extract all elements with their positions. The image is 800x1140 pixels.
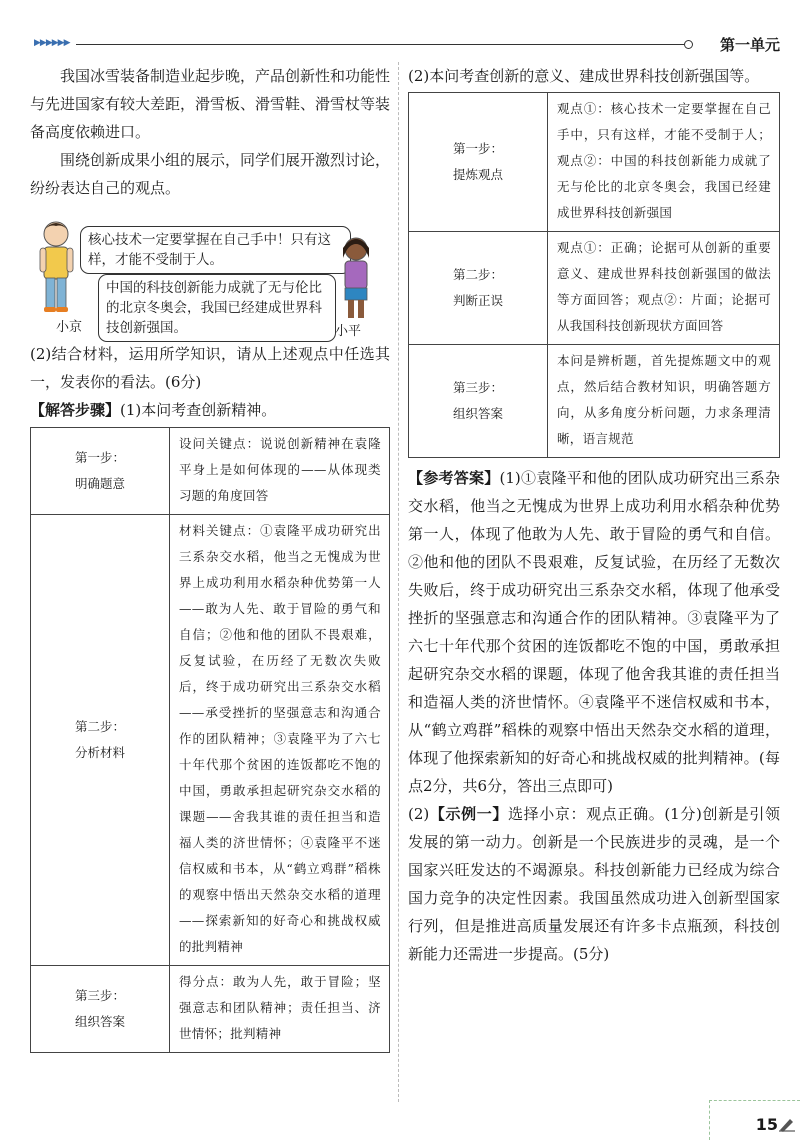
question-2: (2)结合材料，运用所学知识，请从上述观点中任选其一，发表你的看法。(6分) — [30, 345, 390, 391]
discussion-illustration — [30, 212, 390, 339]
steps-tag: 【解答步骤】 — [30, 401, 121, 419]
step-content: 设问关键点：说说创新精神在袁隆平身上是如何体现的——从体现类习题的角度回答 — [170, 428, 390, 515]
table-row — [31, 428, 390, 515]
table-row — [31, 515, 390, 966]
left-steps-table — [30, 427, 390, 1053]
speech-bubble-xiaojing: 核心技术一定要掌握在自己手中！只有这样，才能不受制于人。 — [80, 226, 351, 274]
step-number: 第二步： — [452, 267, 503, 282]
step-content: 得分点：敢为人先，敢于冒险；坚强意志和团队精神；责任担当、济世情怀；批判精神 — [170, 966, 390, 1053]
paragraph-discussion: 围绕创新成果小组的展示，同学们展开激烈讨论，纷纷表达自己的观点。 — [30, 151, 391, 197]
steps-intro: (1)本问考查创新精神。 — [120, 401, 277, 419]
paragraph-material: 我国冰雪装备制造业起步晚，产品创新性和功能性与先进国家有较大差距，滑雪板、滑雪鞋、滑雪杖等装备高度依赖进口。 — [30, 67, 391, 141]
step-name: 分析材料 — [74, 745, 125, 760]
step-cell — [409, 232, 548, 345]
answer-2-text: 选择小京：观点正确。(1分)创新是引领发展的第一动力。创新是一个民族进步的灵魂，是一个国家兴旺发达的不竭源泉。科技创新能力已经成为综合国力竞争的决定性因素。我国虽然成功进入创新型国家行列，但是推进高质量发展还有许多卡点瓶颈，科技创新能力还需进一步提高。(5分) — [408, 805, 780, 963]
character-name-xiaoping: 小平 — [335, 324, 362, 339]
header-rule — [76, 44, 684, 45]
page-number: 15 — [755, 1115, 778, 1134]
step-content: 本问是辨析题，首先提炼题文中的观点，然后结合教材知识，明确答题方向，从多角度分析问题，力求条理清晰，语言规范 — [548, 345, 780, 458]
left-column — [30, 62, 390, 1053]
step-name: 明确题意 — [74, 476, 125, 491]
table-row — [409, 345, 780, 458]
answer-2-prefix: (2) — [408, 805, 430, 823]
question-2-focus: (2)本问考查创新的意义、建成世界科技创新强国等。 — [408, 67, 760, 85]
step-content: 观点①：正确；论据可从创新的重要意义、建成世界科技创新强国的做法等方面回答；观点②：片面；论据可从我国科技创新现状方面回答 — [548, 232, 780, 345]
character-name-xiaojing: 小京 — [56, 320, 83, 335]
answer-1-text: (1)①袁隆平和他的团队成功研究出三系杂交水稻，他当之无愧成为世界上成功利用水稻杂种优势第一人，体现了他敢为人先、敢于冒险的勇气和自信。②他和他的团队不畏艰难，反复试验，在历经了无数次失败后，终于成功研究出三系杂交水稻，体现了他承受挫折的坚强意志和沟通合作的团队精神。③袁隆平为了六七十年代那个贫困的连饭都吃不饱的中国，勇敢承担起研究杂交水稻的课题，体现了他舍我其谁的责任担当和造福人类的济世情怀。④袁隆平不迷信权威和书本，从“鹤立鸡群”稻株的观察中悟出天然杂交水稻的道理，体现了他探索新知的好奇心和挑战权威的批判精神。(每点2分，共6分，答出三点即可) — [408, 469, 780, 795]
step-name: 组织答案 — [74, 1014, 125, 1029]
step-name: 提炼观点 — [452, 167, 503, 182]
right-column — [408, 62, 780, 968]
table-row — [409, 93, 780, 232]
girl-figure-icon — [336, 234, 376, 322]
column-divider — [398, 62, 399, 1102]
reference-answer-2 — [408, 800, 780, 968]
steps-heading — [30, 396, 390, 424]
step-number: 第一步： — [452, 141, 503, 156]
step-content: 观点①：核心技术一定要掌握在自己手中，只有这样，才能不受制于人；观点②：中国的科技创新能力成就了无与伦比的北京冬奥会，我国已经建成世界科技创新强国 — [548, 93, 780, 232]
boy-figure-icon — [34, 218, 80, 316]
step-cell — [409, 345, 548, 458]
step-cell — [31, 428, 170, 515]
step-number: 第三步： — [74, 988, 125, 1003]
table-row — [31, 966, 390, 1053]
right-steps-table — [408, 92, 780, 458]
answer-tag: 【参考答案】 — [408, 469, 500, 487]
step-cell — [31, 515, 170, 966]
step-name: 组织答案 — [452, 406, 503, 421]
pencil-icon — [778, 1116, 796, 1132]
reference-answer-1 — [408, 464, 780, 800]
example-tag: 【示例一】 — [429, 805, 509, 823]
step-cell — [31, 966, 170, 1053]
step-number: 第三步： — [452, 380, 503, 395]
unit-title: 第一单元 — [719, 36, 780, 54]
step-number: 第二步： — [74, 719, 125, 734]
table-row — [409, 232, 780, 345]
step-cell — [409, 93, 548, 232]
header-rule-dot — [684, 40, 693, 49]
step-content: 材料关键点：①袁隆平成功研究出三系杂交水稻，他当之无愧成为世界上成功利用水稻杂种优势第一人——敢为人先、敢于冒险的勇气和自信；②他和他的团队不畏艰难，反复试验，在历经了无数次失败后，终于成功研究出三系杂交水稻——承受挫折的坚强意志和沟通合作的团队精神；③袁隆平为了六七十年代那个贫困的连饭都吃不饱的中国，勇敢承担起研究杂交水稻的课题——舍我其谁的责任担当和造福人类的济世情怀；④袁隆平不迷信权威和书本，从“鹤立鸡群”稻株的观察中悟出天然杂交水稻的道理——探索新知的好奇心和挑战权威的批判精神 — [170, 515, 390, 966]
step-name: 判断正误 — [452, 293, 503, 308]
step-number: 第一步： — [74, 450, 125, 465]
header-arrows-decoration: ▶▶▶▶▶▶ — [34, 38, 70, 48]
speech-bubble-xiaoping: 中国的科技创新能力成就了无与伦比的北京冬奥会，我国已经建成世界科技创新强国。 — [98, 274, 336, 342]
